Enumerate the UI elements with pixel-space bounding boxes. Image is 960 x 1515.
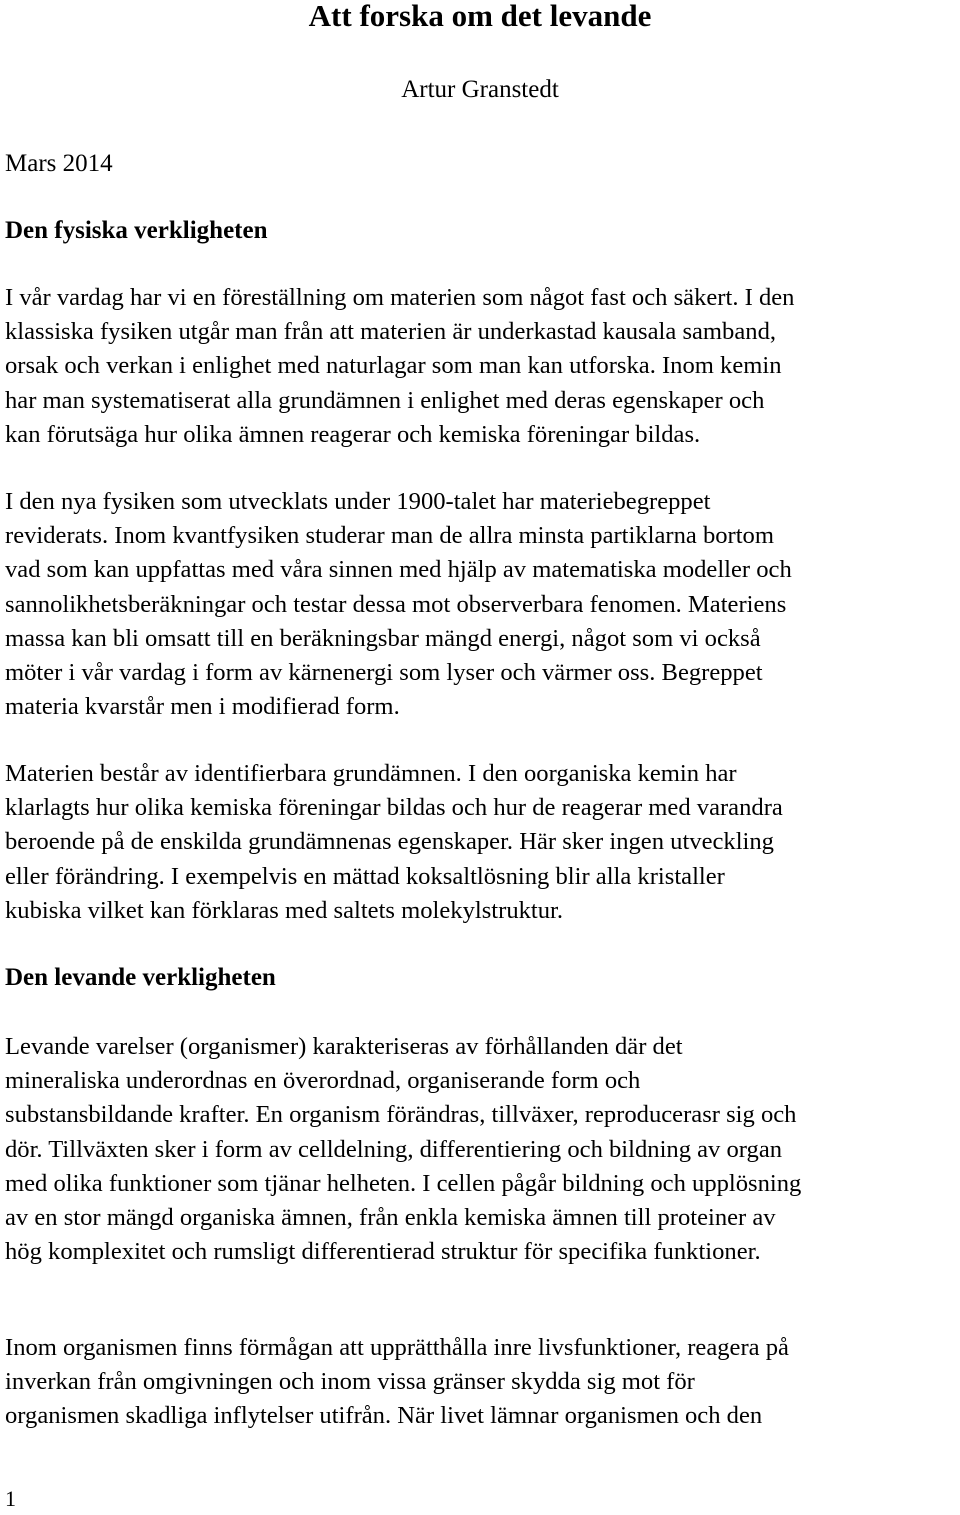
document-date: Mars 2014 [5, 150, 113, 177]
text-line: eller förändring. I exempelvis en mättad koksaltlösning blir alla kristaller [5, 862, 725, 890]
text-line: I den nya fysiken som utvecklats under 1900-talet har materiebegreppet [5, 488, 711, 515]
paragraph [5, 485, 960, 724]
text-line: hög komplexitet och rumsligt differentierad struktur för specifika funktioner. [5, 1238, 761, 1266]
text-line: kan förutsäga hur olika ämnen reagerar och kemiska föreningar bildas. [5, 420, 701, 448]
text-line: beroende på de enskilda grundämnenas egenskaper. Här sker ingen utveckling [5, 828, 774, 856]
paragraph [5, 1030, 960, 1269]
paragraph [5, 757, 960, 928]
text-line: möter i vår vardag i form av kärnenergi som lyser och värmer oss. Begreppet [5, 659, 763, 687]
text-line: organismen skadliga inflytelser utifrån. När livet lämnar organismen och den [5, 1402, 763, 1430]
section-heading: Den fysiska verkligheten [5, 217, 268, 244]
text-line: orsak och verkan i enlighet med naturlagar som man kan utforska. Inom kemin [5, 352, 782, 380]
text-line: har man systematiserat alla grundämnen i enlighet med deras egenskaper och [5, 386, 765, 414]
text-line: mineraliska underordnas en överordnad, organiserande form och [5, 1067, 641, 1095]
paragraph [5, 1331, 960, 1434]
text-line: Inom organismen finns förmågan att upprätthålla inre livsfunktioner, reagera på [5, 1334, 789, 1361]
text-line: av en stor mängd organiska ämnen, från enkla kemiska ämnen till proteiner av [5, 1204, 776, 1232]
section-heading: Den levande verkligheten [5, 964, 276, 991]
text-line: kubiska vilket kan förklaras med saltets molekylstruktur. [5, 896, 564, 924]
text-line: dör. Tillväxten sker i form av celldelning, differentiering och bildning av organ [5, 1135, 783, 1163]
text-line: materia kvarstår men i modifierad form. [5, 693, 400, 721]
text-line: med olika funktioner som tjänar helheten. I cellen pågår bildning och upplösning [5, 1169, 802, 1197]
text-line: inverkan från omgivningen och inom vissa gränser skydda sig mot för [5, 1368, 695, 1396]
text-line: vad som kan uppfattas med våra sinnen med hjälp av matematiska modeller och [5, 556, 792, 584]
page-number: 1 [5, 1486, 16, 1511]
text-line: Materien består av identifierbara grundämnen. I den oorganiska kemin har [5, 760, 737, 787]
text-line: reviderats. Inom kvantfysiken studerar man de allra minsta partiklarna bortom [5, 522, 774, 550]
document-author: Artur Granstedt [401, 76, 559, 103]
text-line: Levande varelser (organismer) karakteriseras av förhållanden där det [5, 1033, 683, 1060]
text-line: substansbildande krafter. En organism förändras, tillväxer, reproducerasr sig och [5, 1101, 797, 1129]
text-line: klarlagts hur olika kemiska föreningar bildas och hur de reagerar med varandra [5, 794, 783, 822]
text-line: I vår vardag har vi en föreställning om materien som något fast och säkert. I den [5, 284, 795, 311]
text-line: klassiska fysiken utgår man från att materien är underkastad kausala samband, [5, 318, 777, 346]
text-line: sannolikhetsberäkningar och testar dessa mot observerbara fenomen. Materiens [5, 590, 787, 618]
document-title: Att forska om det levande [308, 0, 652, 33]
text-line: massa kan bli omsatt till en beräkningsbar mängd energi, något som vi också [5, 624, 761, 652]
paragraph [5, 281, 960, 452]
